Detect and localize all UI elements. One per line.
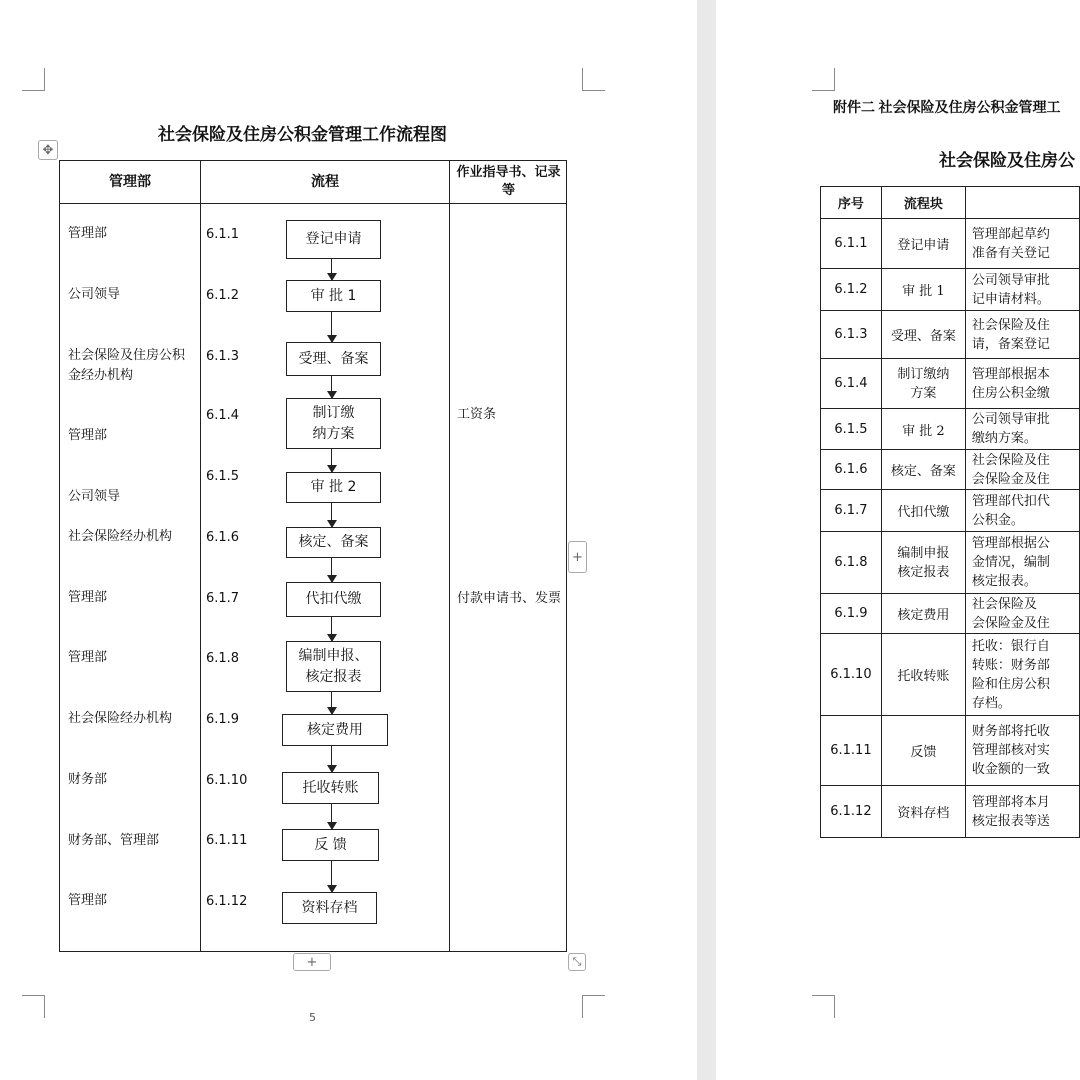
flow-step-box: 反 馈 (282, 829, 379, 861)
step-number: 6.1.6 (206, 530, 240, 545)
dept-label: 管理部 (68, 226, 108, 241)
step-number: 6.1.1 (206, 227, 240, 242)
process-table (820, 186, 1080, 838)
table-row (821, 490, 1080, 532)
header-dept: 管理部 (109, 174, 151, 190)
row-block: 审 批 1 (881, 269, 965, 311)
row-desc: 社会保险及住 请，备案登记 (965, 311, 1079, 359)
header-flow: 流程 (311, 174, 339, 190)
flow-step-box: 登记申请 (286, 220, 381, 259)
step-number: 6.1.2 (206, 288, 240, 303)
doc-reference: 付款申请书、发票 (457, 591, 562, 606)
page-corner-mark (582, 995, 605, 1018)
row-number: 6.1.7 (821, 490, 882, 532)
page-corner-mark (22, 68, 45, 91)
flow-step-box: 托收转账 (282, 772, 379, 804)
page-corner-mark (22, 995, 45, 1018)
dept-label: 社会保险及住房公积 金经办机构 (68, 348, 186, 383)
table-divider (200, 160, 201, 952)
dept-label: 社会保险经办机构 (68, 711, 173, 726)
row-block: 编制申报 核定报表 (881, 532, 965, 594)
step-number: 6.1.4 (206, 408, 240, 423)
table-resize-handle[interactable]: ⤡ (568, 953, 586, 971)
header-no: 序号 (821, 187, 882, 219)
add-column-button[interactable]: + (568, 541, 587, 573)
row-block: 制订缴纳 方案 (881, 359, 965, 409)
step-number: 6.1.3 (206, 349, 240, 364)
table-row (821, 219, 1080, 269)
row-desc: 管理部将本月 核定报表等送 (965, 786, 1079, 838)
flow-step-box: 核定、备案 (286, 527, 381, 558)
page-title: 社会保险及住房公 (939, 151, 1075, 170)
dept-label: 公司领导 (68, 489, 121, 504)
table-row (821, 634, 1080, 716)
row-number: 6.1.1 (821, 219, 882, 269)
row-block: 资料存档 (881, 786, 965, 838)
flow-arrow (331, 558, 332, 582)
row-block: 托收转账 (881, 634, 965, 716)
page-corner-mark (582, 68, 605, 91)
row-number: 6.1.4 (821, 359, 882, 409)
page-number: 5 (309, 1011, 316, 1024)
row-number: 6.1.8 (821, 532, 882, 594)
table-row (821, 311, 1080, 359)
annex-title: 附件二 社会保险及住房公积金管理工 (833, 101, 1061, 116)
step-number: 6.1.7 (206, 591, 240, 606)
table-row (821, 269, 1080, 311)
row-block: 核定费用 (881, 594, 965, 634)
flow-arrow (331, 617, 332, 641)
row-number: 6.1.11 (821, 716, 882, 786)
step-number: 6.1.11 (206, 833, 248, 848)
row-block: 代扣代缴 (881, 490, 965, 532)
row-block: 核定、备案 (881, 450, 965, 490)
step-number: 6.1.8 (206, 651, 240, 666)
row-number: 6.1.6 (821, 450, 882, 490)
row-block: 反馈 (881, 716, 965, 786)
page-corner-mark (812, 995, 835, 1018)
row-desc: 公司领导审批 记申请材料。 (965, 269, 1079, 311)
header-docs: 作业指导书、记录 等 (456, 165, 561, 198)
flow-step-box: 审 批 1 (286, 280, 381, 312)
flow-arrow (331, 376, 332, 398)
table-row (821, 786, 1080, 838)
page-title: 社会保险及住房公积金管理工作流程图 (158, 125, 447, 144)
doc-reference: 工资条 (457, 407, 497, 422)
row-number: 6.1.12 (821, 786, 882, 838)
table-row (821, 594, 1080, 634)
row-desc: 管理部代扣代 公积金。 (965, 490, 1079, 532)
flow-arrow (331, 746, 332, 772)
table-row (821, 532, 1080, 594)
row-block: 受理、备案 (881, 311, 965, 359)
dept-label: 社会保险经办机构 (68, 529, 173, 544)
row-desc: 托收：银行自 转账：财务部 险和住房公积 存档。 (965, 634, 1079, 716)
row-block: 登记申请 (881, 219, 965, 269)
step-number: 6.1.5 (206, 469, 240, 484)
row-desc: 管理部根据本 住房公积金缴 (965, 359, 1079, 409)
row-desc: 社会保险及 会保险金及住 (965, 594, 1079, 634)
flow-arrow (331, 503, 332, 527)
flow-step-box: 资料存档 (282, 892, 377, 924)
row-number: 6.1.10 (821, 634, 882, 716)
table-row (821, 716, 1080, 786)
row-desc: 财务部将托收 管理部核对实 收金额的一致 (965, 716, 1079, 786)
flow-step-box: 受理、备案 (286, 342, 381, 376)
flow-arrow (331, 692, 332, 714)
flow-arrow (331, 804, 332, 829)
flow-arrow (331, 449, 332, 472)
row-number: 6.1.5 (821, 409, 882, 450)
dept-label: 财务部、管理部 (68, 833, 160, 848)
row-desc: 管理部根据公 金情况，编制 核定报表。 (965, 532, 1079, 594)
dept-label: 公司领导 (68, 287, 121, 302)
page-corner-mark (812, 68, 835, 91)
row-desc: 管理部起草约 准备有关登记 (965, 219, 1079, 269)
row-desc: 公司领导审批 缴纳方案。 (965, 409, 1079, 450)
step-number: 6.1.9 (206, 712, 240, 727)
flow-arrow (331, 312, 332, 342)
dept-label: 管理部 (68, 590, 108, 605)
table-row (821, 450, 1080, 490)
flow-step-box: 编制申报、 核定报表 (286, 641, 381, 692)
add-row-button[interactable]: + (293, 953, 331, 971)
flow-arrow (331, 861, 332, 892)
step-number: 6.1.10 (206, 773, 248, 788)
flow-step-box: 核定费用 (282, 714, 388, 746)
flow-step-box: 审 批 2 (286, 472, 381, 503)
table-move-handle[interactable]: ✥ (38, 140, 58, 160)
table-row (821, 359, 1080, 409)
dept-label: 管理部 (68, 650, 108, 665)
row-number: 6.1.2 (821, 269, 882, 311)
row-number: 6.1.9 (821, 594, 882, 634)
step-number: 6.1.12 (206, 894, 248, 909)
dept-label: 管理部 (68, 893, 108, 908)
document-page-right (716, 0, 1080, 1080)
flow-step-box: 代扣代缴 (286, 582, 381, 617)
table-row (821, 409, 1080, 450)
dept-label: 管理部 (68, 428, 108, 443)
dept-label: 财务部 (68, 772, 108, 787)
flow-arrow (331, 259, 332, 280)
row-block: 审 批 2 (881, 409, 965, 450)
table-divider (59, 203, 567, 204)
table-divider (449, 160, 450, 952)
row-desc: 社会保险及住 会保险金及住 (965, 450, 1079, 490)
row-number: 6.1.3 (821, 311, 882, 359)
header-desc (965, 187, 1079, 219)
flow-step-box: 制订缴 纳方案 (286, 398, 381, 449)
header-block: 流程块 (881, 187, 965, 219)
